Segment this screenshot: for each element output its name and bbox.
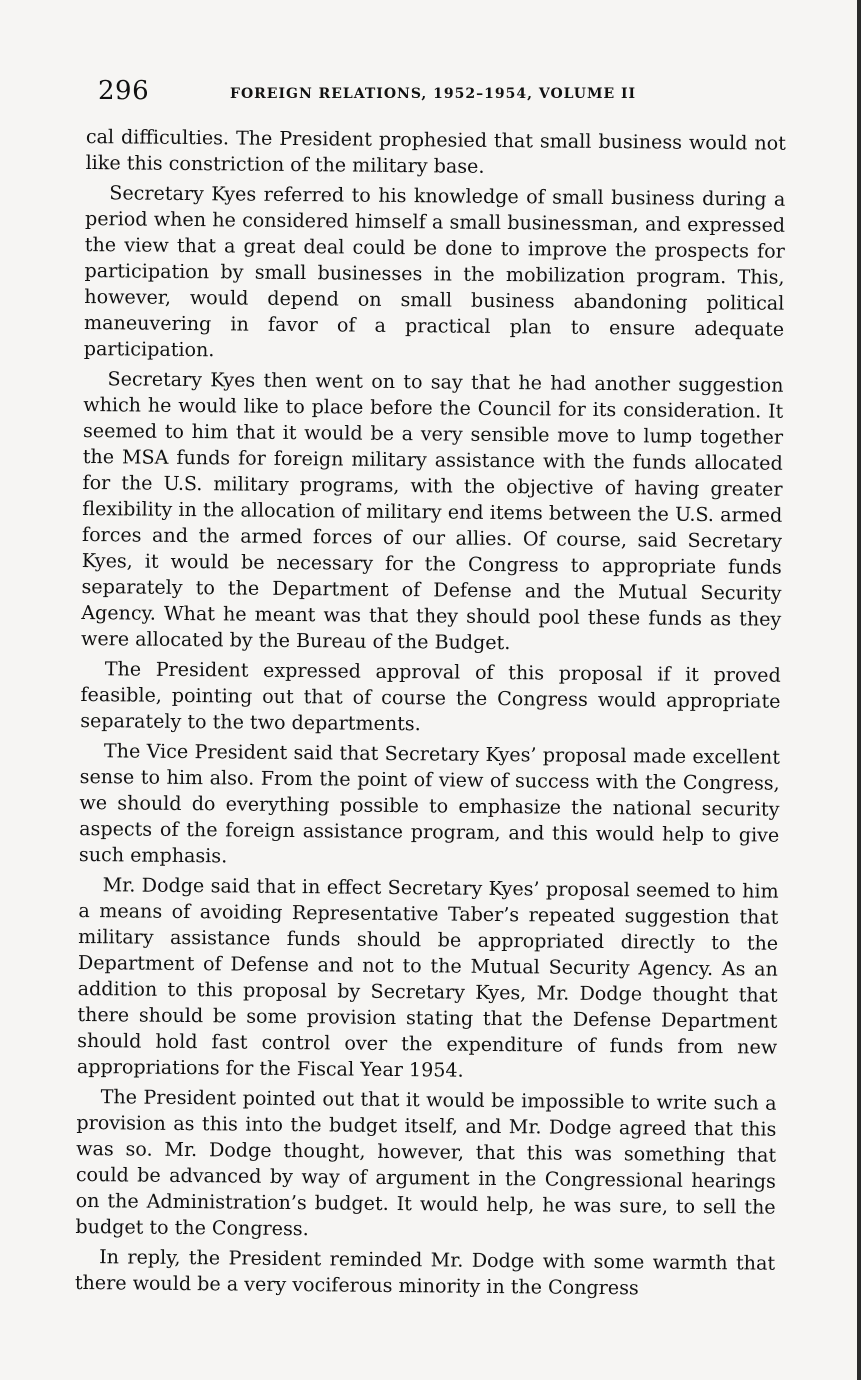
- paragraph-kyes-small-business: Secretary Kyes referred to his knowledge of small business during a period when he considered himself a small businessman, and expressed the view that a great deal could be done to improve the prospects for participation by small businesses in the mobilization program. This, however, would depend on small business abandoning political maneuvering in favor of a practical plan to ensure adequate participation.: [83, 181, 786, 362]
- paragraph-president-budget: The President pointed out that it would be impossible to write such a provision as this into the budget itself, and Mr. Dodge agreed that this was so. Mr. Dodge thought, however, that this was something that could be advanced by way of argument in the Congressional hearings on the Administration’s budget. It would help, he was sure, to sell the budget to the Congress.: [75, 1085, 777, 1241]
- paragraph-vice-president: The Vice President said that Secretary Kyes’ proposal made excellent sense to him also. From the point of view of success with the Congress, we should do everything possible to emphasize the national security aspects of the foreign assistance program, and this would help to give such emphasis.: [78, 739, 781, 868]
- paragraph-kyes-suggestion: Secretary Kyes then went on to say that he had another suggestion which he would like to place before the Council for its consideration. It seemed to him that it would be a very sensible move to lump together the MSA funds for foreign military assistance with the funds allocated for the U.S. military programs, with the objective of having greater flexibility in the allocation of military end items between the U.S. armed forces and the armed forces of our allies. Of course, said Secretary Kyes, it would be necessary for the Congress to appropriate funds separately to the Department of Defense and the Mutual Security Agency. What he meant was that they should pool these funds as they were allocated by the Bureau of the Budget.: [80, 367, 784, 655]
- page-number: 296: [98, 76, 150, 106]
- body-text: [75, 124, 786, 1307]
- page-header: [98, 76, 678, 110]
- paragraph-president-reply: In reply, the President reminded Mr. Dodge with some warmth that there would be a very vociferous minority in the Congress: [74, 1245, 776, 1300]
- paragraph-continued: cal difficulties. The President prophesied that small business would not like this constriction of the military base.: [85, 124, 786, 178]
- page-edge-shadow: [857, 0, 861, 1380]
- paragraph-dodge-proposal: Mr. Dodge said that in effect Secretary Kyes’ proposal seemed to him a means of avoiding Representative Taber’s repeated suggestion that military assistance funds should be appropriated directly to the Department of Defense and not to the Mutual Security Agency. As an addition to this proposal by Secretary Kyes, Mr. Dodge thought that there should be some provision stating that the Defense Department should hold fast control over the expenditure of funds from new appropriations for the Fiscal Year 1954.: [76, 873, 779, 1082]
- running-title: FOREIGN RELATIONS, 1952–1954, VOLUME II: [230, 86, 637, 102]
- paragraph-president-approval: The President expressed approval of this proposal if it proved feasible, pointing out that of course the Congress would appropriate separately to the two departments.: [80, 657, 781, 736]
